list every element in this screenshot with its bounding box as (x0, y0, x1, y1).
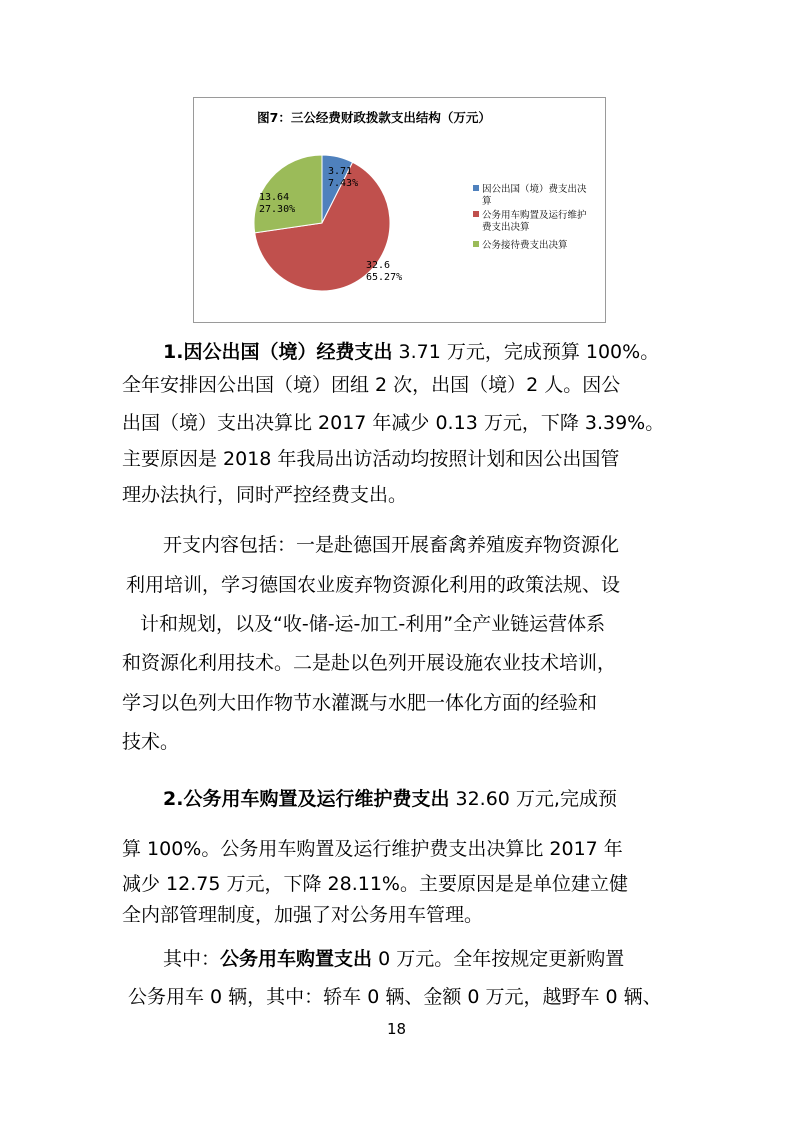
chart-title: 图7：三公经费财政拨款支出结构（万元） (257, 110, 491, 125)
content-line-4: 和资源化利用技术。二是赴以色列开展设施农业技术培训， (122, 652, 617, 674)
slice-percent-label: 65.27% (366, 272, 403, 283)
content-line-3: 计和规划，以及“收-储-运-加工-利用”全产业链运营体系 (140, 613, 606, 635)
legend-swatch (473, 211, 479, 217)
content-line-5: 学习以色列大田作物节水灌溉与水肥一体化方面的经验和 (122, 692, 598, 714)
content-line-6: 技术。 (122, 731, 180, 753)
section1-line-3: 出国（境）支出决算比 2017 年减少 0.13 万元，下降 3.39%。 (122, 412, 665, 434)
section3-line-1 (163, 944, 624, 974)
section3-prefix: 其中： (163, 948, 221, 970)
slice-percent-label: 27.30% (259, 204, 296, 215)
legend-label: 算 (482, 196, 492, 207)
content-line-1: 开支内容包括：一是赴德国开展畜禽养殖废弃物资源化 (163, 534, 620, 556)
legend-label: 因公出国（境）费支出决 (482, 184, 587, 195)
page-number: 18 (386, 1020, 407, 1038)
slice-percent-label: 7.43% (328, 178, 359, 189)
legend-swatch (473, 185, 479, 191)
section2-heading-rest: 32.60 万元,完成预 (449, 788, 617, 810)
slice-value-label: 3.71 (328, 166, 353, 177)
legend-label: 公务接待费支出决算 (482, 240, 568, 251)
section1-line-1 (163, 337, 659, 367)
section2-line-3: 减少 12.75 万元，下降 28.11%。主要原因是是单位建立健 (122, 873, 628, 895)
legend-label: 费支出决算 (482, 222, 530, 233)
section1-line-5: 理办法执行，同时严控经费支出。 (122, 484, 408, 506)
slice-value-label: 32.6 (366, 260, 391, 271)
section2-line-1 (163, 784, 617, 814)
pie-chart (193, 97, 606, 323)
section2-heading: 2.公务用车购置及运行维护费支出 (163, 788, 450, 810)
content-line-2: 利用培训，学习德国农业废弃物资源化利用的政策法规、设 (126, 574, 621, 596)
legend-swatch (473, 241, 479, 247)
legend-label: 公务用车购置及运行维护 (482, 210, 587, 221)
section1-heading: 1.因公出国（境）经费支出 (163, 341, 393, 363)
section2-line-2: 算 100%。公务用车购置及运行维护费支出决算比 2017 年 (122, 838, 623, 860)
section3-heading: 公务用车购置支出 (220, 948, 373, 970)
section2-line-4: 全内部管理制度，加强了对公务用车管理。 (122, 904, 484, 926)
section1-line-2: 全年安排因公出国（境）团组 2 次，出国（境）2 人。因公 (122, 374, 621, 396)
section1-line-4: 主要原因是 2018 年我局出访活动均按照计划和因公出国管 (122, 448, 620, 470)
section1-heading-rest: 3.71 万元，完成预算 100%。 (392, 341, 660, 363)
section3-line-2: 公务用车 0 辆，其中：轿车 0 辆、金额 0 万元，越野车 0 辆、 (128, 986, 662, 1008)
slice-value-label: 13.64 (259, 192, 290, 203)
pie-chart-canvas (194, 98, 605, 322)
section3-heading-rest: 0 万元。全年按规定更新购置 (372, 948, 625, 970)
